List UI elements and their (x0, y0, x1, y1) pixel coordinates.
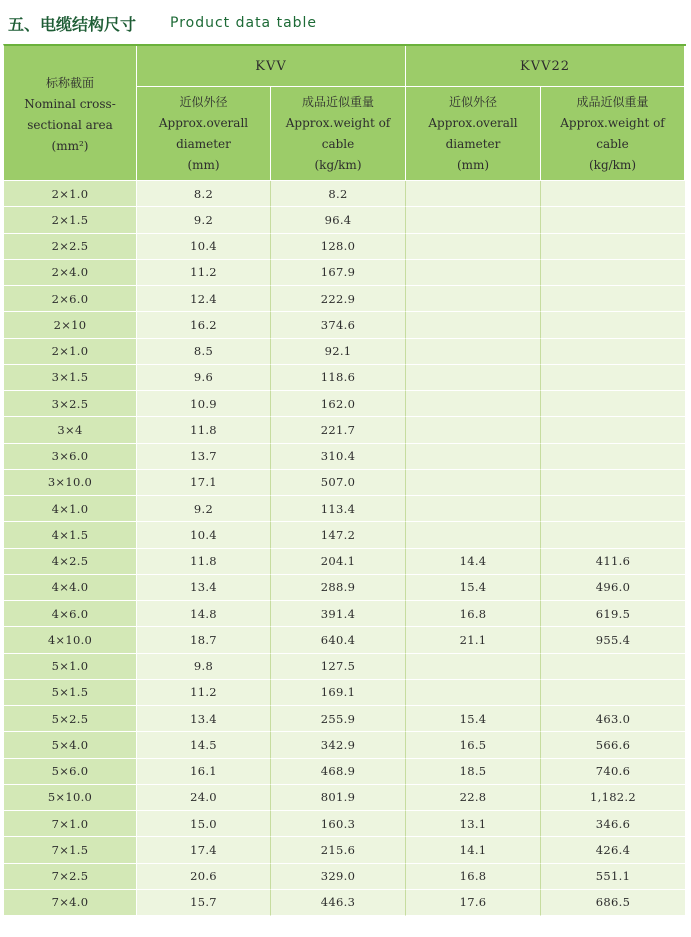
header-line: cable (321, 136, 355, 151)
cell-kvv-diameter: 11.8 (137, 417, 271, 443)
cell-kvv-diameter: 20.6 (137, 864, 271, 890)
cell-kvv-diameter: 13.4 (137, 575, 271, 601)
cell-kvv22-weight (541, 391, 685, 417)
cell-kvv22-diameter: 16.5 (406, 732, 541, 758)
header-line: (kg/km) (588, 157, 636, 172)
cell-kvv22-weight (541, 312, 685, 338)
page-title-chinese: 五、电缆结构尺寸 (8, 15, 137, 34)
cell-kvv-weight: 160.3 (271, 811, 406, 837)
cell-nominal-area: 2×1.5 (4, 207, 137, 233)
cell-nominal-area: 5×2.5 (4, 706, 137, 732)
cell-kvv22-weight (541, 444, 685, 470)
cell-kvv-weight: 391.4 (271, 601, 406, 627)
title-bar (0, 0, 691, 44)
cell-kvv-weight: 169.1 (271, 680, 406, 706)
cell-nominal-area: 2×2.5 (4, 234, 137, 260)
header-kvv-weight (271, 87, 406, 181)
cell-kvv-diameter: 17.4 (137, 837, 271, 863)
cell-kvv22-diameter (406, 365, 541, 391)
header-line: Approx.weight of (560, 115, 665, 130)
cell-kvv22-diameter (406, 522, 541, 548)
cell-kvv-weight: 374.6 (271, 312, 406, 338)
header-area-line: sectional area (27, 118, 113, 132)
header-line: (mm) (456, 157, 490, 172)
cell-kvv22-diameter: 15.4 (406, 575, 541, 601)
cell-kvv-diameter: 12.4 (137, 286, 271, 312)
cell-kvv-diameter: 17.1 (137, 470, 271, 496)
cell-kvv22-diameter (406, 417, 541, 443)
header-line: diameter (445, 136, 501, 151)
cell-kvv22-diameter (406, 470, 541, 496)
cell-kvv22-diameter: 16.8 (406, 601, 541, 627)
cell-nominal-area: 4×4.0 (4, 575, 137, 601)
cell-kvv-weight: 147.2 (271, 522, 406, 548)
cell-nominal-area: 4×10.0 (4, 627, 137, 653)
cell-kvv22-weight (541, 680, 685, 706)
header-area-line: (mm²) (51, 139, 89, 153)
cell-kvv-weight: 215.6 (271, 837, 406, 863)
header-kvv22-diameter (406, 87, 541, 181)
cell-kvv-weight: 255.9 (271, 706, 406, 732)
cell-kvv22-diameter: 14.4 (406, 549, 541, 575)
cell-kvv22-weight: 551.1 (541, 864, 685, 890)
header-line: 近似外径 (179, 94, 228, 109)
cell-kvv-diameter: 14.5 (137, 732, 271, 758)
cell-kvv-weight: 329.0 (271, 864, 406, 890)
cell-kvv22-diameter (406, 312, 541, 338)
cell-kvv22-weight: 740.6 (541, 759, 685, 785)
cell-kvv22-weight (541, 417, 685, 443)
cell-nominal-area: 4×6.0 (4, 601, 137, 627)
cell-kvv22-diameter (406, 496, 541, 522)
page-title-english: Product data table (170, 15, 318, 31)
cell-kvv-weight: 310.4 (271, 444, 406, 470)
cell-kvv22-weight: 463.0 (541, 706, 685, 732)
cell-kvv22-weight: 619.5 (541, 601, 685, 627)
cell-nominal-area: 7×4.0 (4, 890, 137, 916)
cell-kvv22-diameter (406, 654, 541, 680)
cell-kvv-weight: 507.0 (271, 470, 406, 496)
cell-kvv-weight: 118.6 (271, 365, 406, 391)
cell-kvv-diameter: 8.2 (137, 181, 271, 207)
header-line: 成品近似重量 (576, 94, 649, 109)
cell-kvv22-weight (541, 470, 685, 496)
cell-kvv-weight: 8.2 (271, 181, 406, 207)
cell-kvv22-diameter (406, 207, 541, 233)
cell-kvv22-diameter: 22.8 (406, 785, 541, 811)
cell-kvv22-diameter: 13.1 (406, 811, 541, 837)
header-group-kvv22: KVV22 (406, 46, 685, 87)
cell-kvv22-diameter (406, 234, 541, 260)
cell-kvv22-diameter: 17.6 (406, 890, 541, 916)
header-kvv22-weight (541, 87, 685, 181)
cell-kvv-weight: 128.0 (271, 234, 406, 260)
cell-kvv22-weight: 955.4 (541, 627, 685, 653)
cell-nominal-area: 4×2.5 (4, 549, 137, 575)
cell-nominal-area: 3×6.0 (4, 444, 137, 470)
cell-nominal-area: 3×2.5 (4, 391, 137, 417)
cell-kvv-weight: 92.1 (271, 339, 406, 365)
cell-kvv-diameter: 10.9 (137, 391, 271, 417)
cell-kvv22-weight (541, 496, 685, 522)
cell-kvv-diameter: 9.8 (137, 654, 271, 680)
cell-kvv22-weight (541, 181, 685, 207)
cell-kvv22-weight (541, 286, 685, 312)
header-line: 近似外径 (448, 94, 497, 109)
cell-kvv-diameter: 13.7 (137, 444, 271, 470)
cell-kvv22-weight: 426.4 (541, 837, 685, 863)
cell-kvv-weight: 127.5 (271, 654, 406, 680)
header-group-kvv: KVV (137, 46, 406, 87)
header-area-line: 标称截面 (45, 76, 94, 90)
cell-kvv-weight: 96.4 (271, 207, 406, 233)
cell-kvv22-weight (541, 260, 685, 286)
cell-kvv22-diameter: 21.1 (406, 627, 541, 653)
cell-kvv-weight: 468.9 (271, 759, 406, 785)
cell-kvv22-diameter (406, 181, 541, 207)
cell-kvv22-diameter (406, 286, 541, 312)
cell-kvv-diameter: 13.4 (137, 706, 271, 732)
cell-kvv22-weight (541, 234, 685, 260)
cell-nominal-area: 3×10.0 (4, 470, 137, 496)
cell-kvv-diameter: 10.4 (137, 234, 271, 260)
cell-kvv-weight: 221.7 (271, 417, 406, 443)
cell-kvv-diameter: 18.7 (137, 627, 271, 653)
cell-nominal-area: 3×1.5 (4, 365, 137, 391)
cell-kvv22-weight: 411.6 (541, 549, 685, 575)
cell-nominal-area: 7×1.0 (4, 811, 137, 837)
product-data-table (3, 44, 686, 916)
cell-kvv-diameter: 14.8 (137, 601, 271, 627)
cell-kvv22-diameter (406, 339, 541, 365)
cell-nominal-area: 2×1.0 (4, 181, 137, 207)
header-line: diameter (176, 136, 231, 151)
cell-kvv22-weight (541, 207, 685, 233)
cell-kvv22-diameter (406, 680, 541, 706)
cell-kvv22-weight: 1,182.2 (541, 785, 685, 811)
cell-kvv22-weight: 346.6 (541, 811, 685, 837)
cell-kvv-diameter: 9.6 (137, 365, 271, 391)
header-line: (kg/km) (314, 157, 362, 172)
cell-nominal-area: 7×2.5 (4, 864, 137, 890)
cell-nominal-area: 5×4.0 (4, 732, 137, 758)
header-line: Approx.weight of (285, 115, 391, 130)
cell-nominal-area: 2×4.0 (4, 260, 137, 286)
cell-kvv22-weight (541, 365, 685, 391)
cell-kvv-weight: 640.4 (271, 627, 406, 653)
cell-kvv-weight: 342.9 (271, 732, 406, 758)
cell-kvv-weight: 162.0 (271, 391, 406, 417)
cell-kvv-weight: 204.1 (271, 549, 406, 575)
cell-kvv-weight: 113.4 (271, 496, 406, 522)
cell-kvv-weight: 288.9 (271, 575, 406, 601)
cell-kvv-weight: 222.9 (271, 286, 406, 312)
cell-kvv22-weight: 566.6 (541, 732, 685, 758)
cell-kvv22-weight: 496.0 (541, 575, 685, 601)
cell-nominal-area: 5×10.0 (4, 785, 137, 811)
cell-nominal-area: 7×1.5 (4, 837, 137, 863)
cell-kvv-diameter: 16.2 (137, 312, 271, 338)
header-line: cable (596, 136, 629, 151)
cell-kvv22-diameter (406, 391, 541, 417)
table-grid (4, 46, 686, 916)
cell-kvv-diameter: 24.0 (137, 785, 271, 811)
cell-nominal-area: 5×6.0 (4, 759, 137, 785)
cell-kvv-diameter: 10.4 (137, 522, 271, 548)
cell-kvv-diameter: 15.0 (137, 811, 271, 837)
cell-kvv-diameter: 9.2 (137, 207, 271, 233)
cell-kvv-weight: 167.9 (271, 260, 406, 286)
cell-kvv22-diameter (406, 444, 541, 470)
cell-kvv22-diameter: 15.4 (406, 706, 541, 732)
header-line: (mm) (187, 157, 220, 172)
cell-nominal-area: 2×6.0 (4, 286, 137, 312)
cell-kvv-diameter: 15.7 (137, 890, 271, 916)
header-area-line: Nominal cross- (24, 97, 116, 111)
cell-kvv-weight: 801.9 (271, 785, 406, 811)
cell-nominal-area: 3×4 (4, 417, 137, 443)
header-line: 成品近似重量 (301, 94, 374, 109)
cell-kvv22-diameter: 18.5 (406, 759, 541, 785)
cell-kvv22-diameter (406, 260, 541, 286)
cell-nominal-area: 4×1.5 (4, 522, 137, 548)
cell-nominal-area: 2×10 (4, 312, 137, 338)
cell-kvv-diameter: 8.5 (137, 339, 271, 365)
header-nominal-area (4, 46, 137, 181)
cell-nominal-area: 2×1.0 (4, 339, 137, 365)
cell-kvv22-weight: 686.5 (541, 890, 685, 916)
header-line: Approx.overall (428, 115, 518, 130)
cell-nominal-area: 5×1.0 (4, 654, 137, 680)
header-line: Approx.overall (158, 115, 249, 130)
cell-kvv22-weight (541, 522, 685, 548)
cell-kvv-diameter: 11.2 (137, 680, 271, 706)
cell-kvv22-weight (541, 339, 685, 365)
cell-kvv22-weight (541, 654, 685, 680)
cell-kvv22-diameter: 16.8 (406, 864, 541, 890)
header-kvv-diameter (137, 87, 271, 181)
cell-kvv-diameter: 11.8 (137, 549, 271, 575)
cell-kvv22-diameter: 14.1 (406, 837, 541, 863)
cell-kvv-weight: 446.3 (271, 890, 406, 916)
cell-nominal-area: 5×1.5 (4, 680, 137, 706)
cell-nominal-area: 4×1.0 (4, 496, 137, 522)
cell-kvv-diameter: 16.1 (137, 759, 271, 785)
cell-kvv-diameter: 11.2 (137, 260, 271, 286)
cell-kvv-diameter: 9.2 (137, 496, 271, 522)
